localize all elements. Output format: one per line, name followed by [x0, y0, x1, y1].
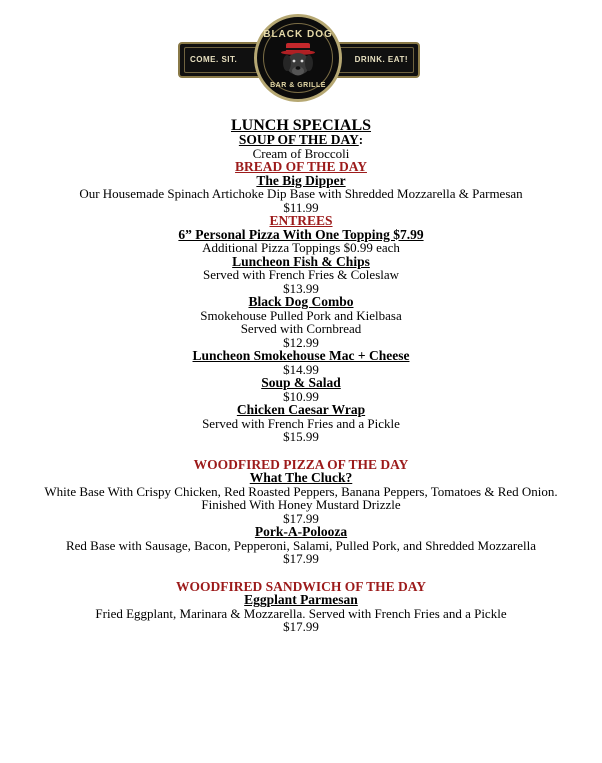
soup-heading: SOUP OF THE DAY: [238, 132, 359, 147]
entree-name: Soup & Salad: [261, 375, 341, 390]
entree-description: Additional Pizza Toppings $0.99 each: [202, 240, 400, 255]
entree-name: Luncheon Fish & Chips: [232, 253, 370, 269]
logo-tagline-left: COME. SIT.: [190, 55, 238, 64]
black-dog-logo: [178, 12, 420, 104]
entree-price: $15.99: [283, 429, 319, 444]
bread-description: Our Housemade Spinach Artichoke Dip Base with Shredded Mozzarella & Parmesan: [79, 186, 523, 201]
pizza-description: Red Base with Sausage, Bacon, Pepperoni, Salami, Pulled Pork, and Shredded Mozzarella: [65, 537, 537, 553]
logo-emblem: [254, 14, 342, 102]
lunch-menu: [0, 118, 602, 634]
bread-name: The Big Dipper: [256, 172, 346, 188]
entree-description: Served with Cornbread: [240, 321, 362, 336]
logo-brand-subtitle: BAR & GRILLE: [270, 82, 326, 89]
sandwich-name: Eggplant Parmesan: [244, 592, 358, 607]
pizza-price: $17.99: [283, 510, 319, 526]
pizza-name: Pork-A-Polooza: [254, 524, 348, 539]
entree-name: 6” Personal Pizza With One Topping $7.99: [178, 226, 424, 242]
entree-name: Luncheon Smokehouse Mac + Cheese: [192, 348, 410, 363]
entree-price: $10.99: [283, 388, 319, 404]
sandwich-heading: WOODFIRED SANDWICH OF THE DAY: [175, 578, 427, 594]
sandwich-description: Fried Eggplant, Marinara & Mozzarella. Served with French Fries and a Pickle: [95, 605, 507, 621]
bread-heading: BREAD OF THE DAY: [235, 159, 367, 174]
pizza-price: $17.99: [283, 551, 319, 566]
pizza-description: White Base With Crispy Chicken, Red Roasted Peppers, Banana Peppers, Tomatoes & Red Onion. Finished With Honey Mustard Drizzle: [44, 483, 558, 512]
pizza-name: What The Cluck?: [249, 470, 353, 485]
entree-description: Served with French Fries and a Pickle: [202, 415, 400, 431]
entree-price: $12.99: [283, 334, 319, 350]
soup-item: Cream of Broccoli: [252, 145, 350, 161]
entrees-heading: ENTREES: [269, 213, 333, 228]
entree-description: Served with French Fries & Coleslaw: [202, 267, 400, 282]
entree-description: Smokehouse Pulled Pork and Kielbasa: [200, 307, 402, 323]
entree-name: Chicken Caesar Wrap: [236, 402, 366, 417]
sandwich-price: $17.99: [283, 619, 319, 634]
entree-price: $13.99: [283, 280, 319, 296]
entree-name: Black Dog Combo: [248, 294, 354, 309]
menu-title: LUNCH SPECIALS: [230, 117, 372, 134]
logo-tagline-right: DRINK. EAT!: [354, 55, 408, 64]
pizza-heading: WOODFIRED PIZZA OF THE DAY: [193, 456, 409, 472]
bread-price: $11.99: [283, 199, 319, 215]
logo-brand-name: BLACK DOG: [263, 29, 333, 40]
entree-price: $14.99: [283, 361, 319, 377]
soup-heading-line: SOUP OF THE DAY:: [238, 132, 364, 147]
